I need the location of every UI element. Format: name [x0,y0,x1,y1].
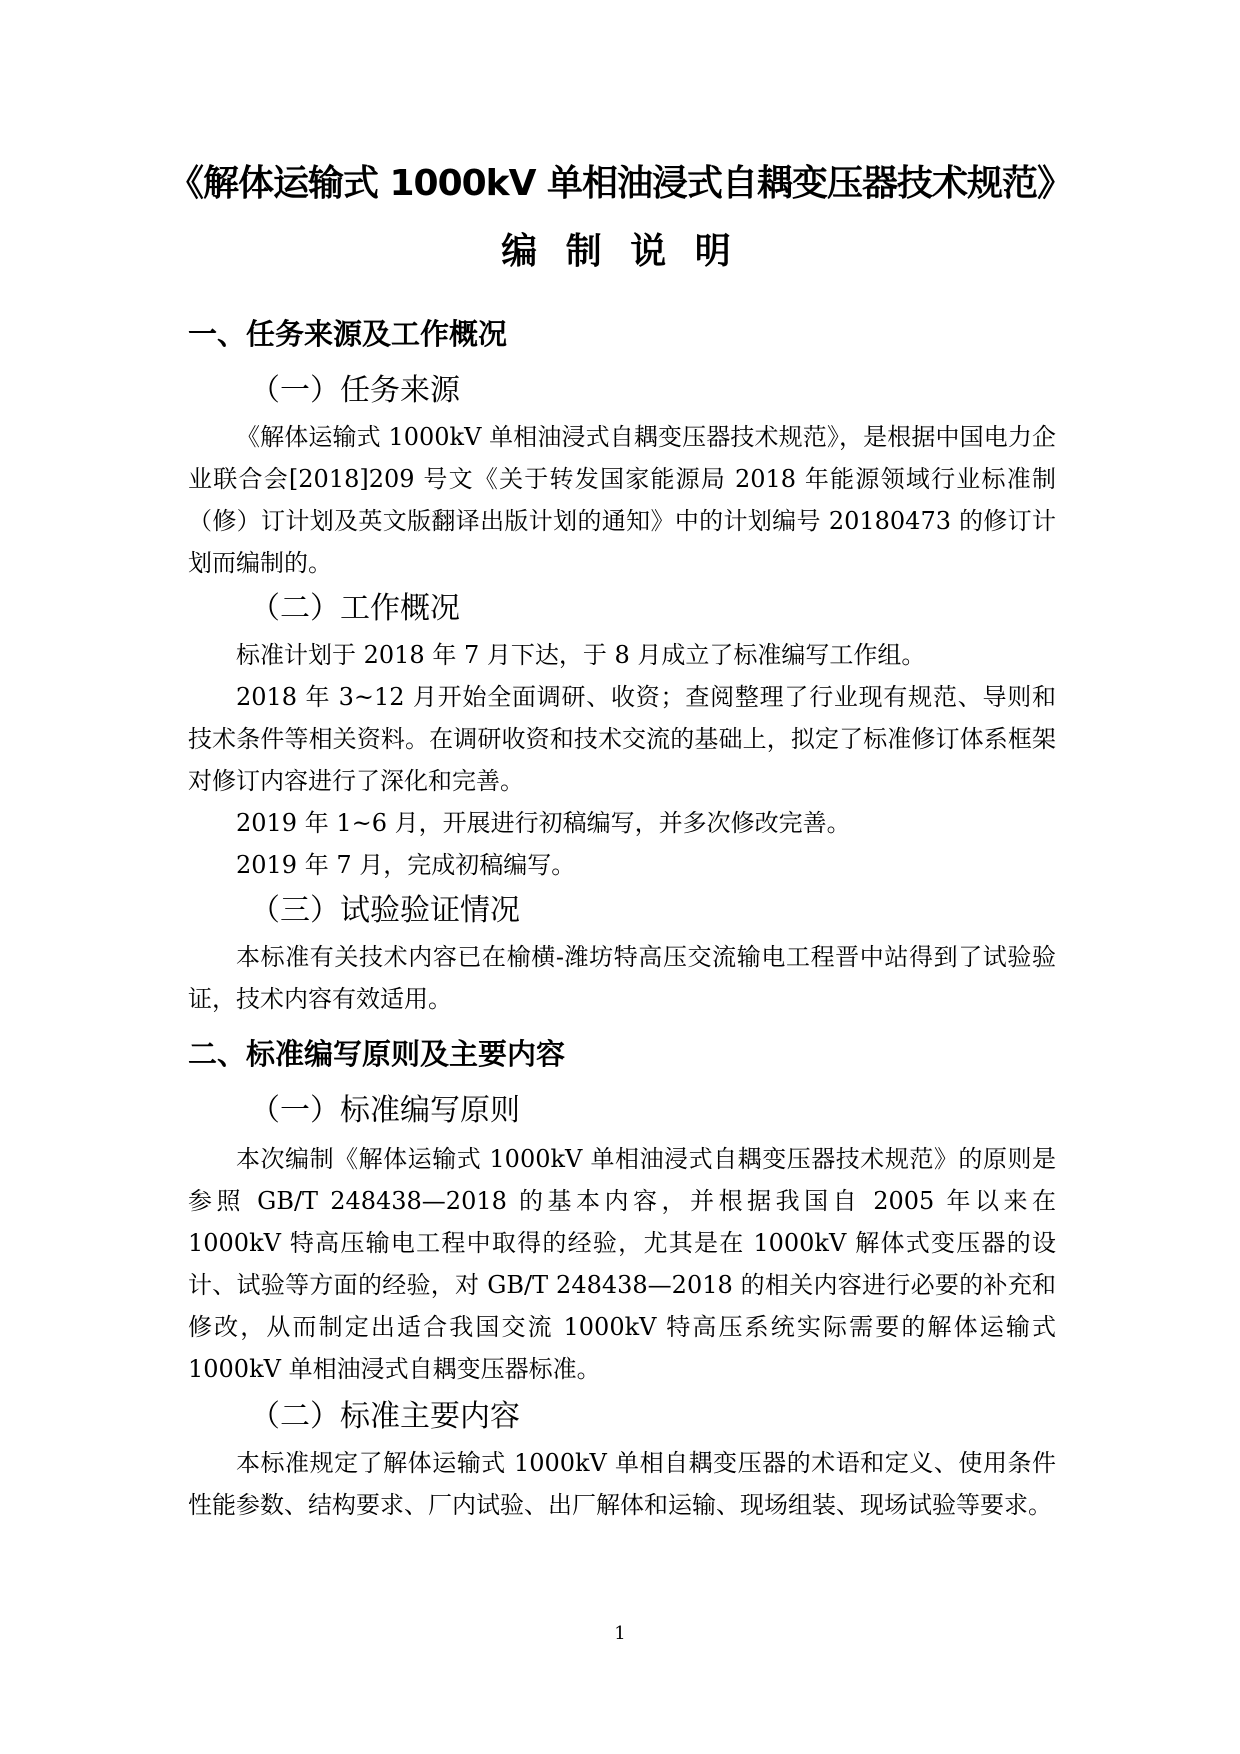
subsection-heading-1-3: （三）试验验证情况 [250,893,520,928]
section-heading-2: 二、标准编写原则及主要内容 [188,1037,566,1071]
subsection-heading-2-2: （二）标准主要内容 [250,1399,520,1434]
subsection-heading-1-1: （一）任务来源 [250,373,460,408]
section-heading-1: 一、任务来源及工作概况 [188,317,508,351]
page-number: 1 [614,1623,626,1644]
paragraph: 标准计划于 2018 年 7 月下达，于 8 月成立了标准编写工作组。 [236,641,926,669]
subsection-heading-1-2: （二）工作概况 [250,591,460,626]
paragraph: 本标准有关技术内容已在榆横-潍坊特高压交流输电工程晋中站得到了试验验证，技术内容有效适用。 [188,943,1056,1013]
paragraph: 本标准规定了解体运输式 1000kV 单相自耦变压器的术语和定义、使用条件性能参数、结构要求、厂内试验、出厂解体和运输、现场组装、现场试验等要求。 [188,1449,1056,1519]
subsection-heading-2-1: （一）标准编写原则 [250,1093,520,1128]
paragraph: 2019 年 1~6 月，开展进行初稿编写，并多次修改完善。 [236,809,851,837]
paragraph: 《解体运输式 1000kV 单相油浸式自耦变压器技术规范》，是根据中国电力企业联合会[2018]209 号文《关于转发国家能源局 2018 年能源领域行业标准制（修）订计划及英文版翻译出版计划的通知》中的计划编号 20180473 的修订计划而编制的。 [188,423,1056,577]
document-subtitle: 编 制 说 明 [501,231,739,272]
paragraph: 本次编制《解体运输式 1000kV 单相油浸式自耦变压器技术规范》的原则是参照 GB/T 248438—2018 的基本内容，并根据我国自 2005 年以来在 1000kV 特高压输电工程中取得的经验，尤其是在 1000kV 解体式变压器的设计、试验等方面的经验，对 GB/T 248438—2018 的相关内容进行必要的补充和修改，从而制定出适合我国交流 1000kV 特高压系统实际需要的解体运输式 1000kV 单相油浸式自耦变压器标准。 [188,1145,1056,1383]
paragraph: 2018 年 3~12 月开始全面调研、收资；查阅整理了行业现有规范、导则和技术条件等相关资料。在调研收资和技术交流的基础上，拟定了标准修订体系框架对修订内容进行了深化和完善。 [188,683,1056,795]
paragraph: 2019 年 7 月，完成初稿编写。 [236,851,576,879]
document-title: 《解体运输式 1000kV 单相油浸式自耦变压器技术规范》 [167,163,1073,204]
